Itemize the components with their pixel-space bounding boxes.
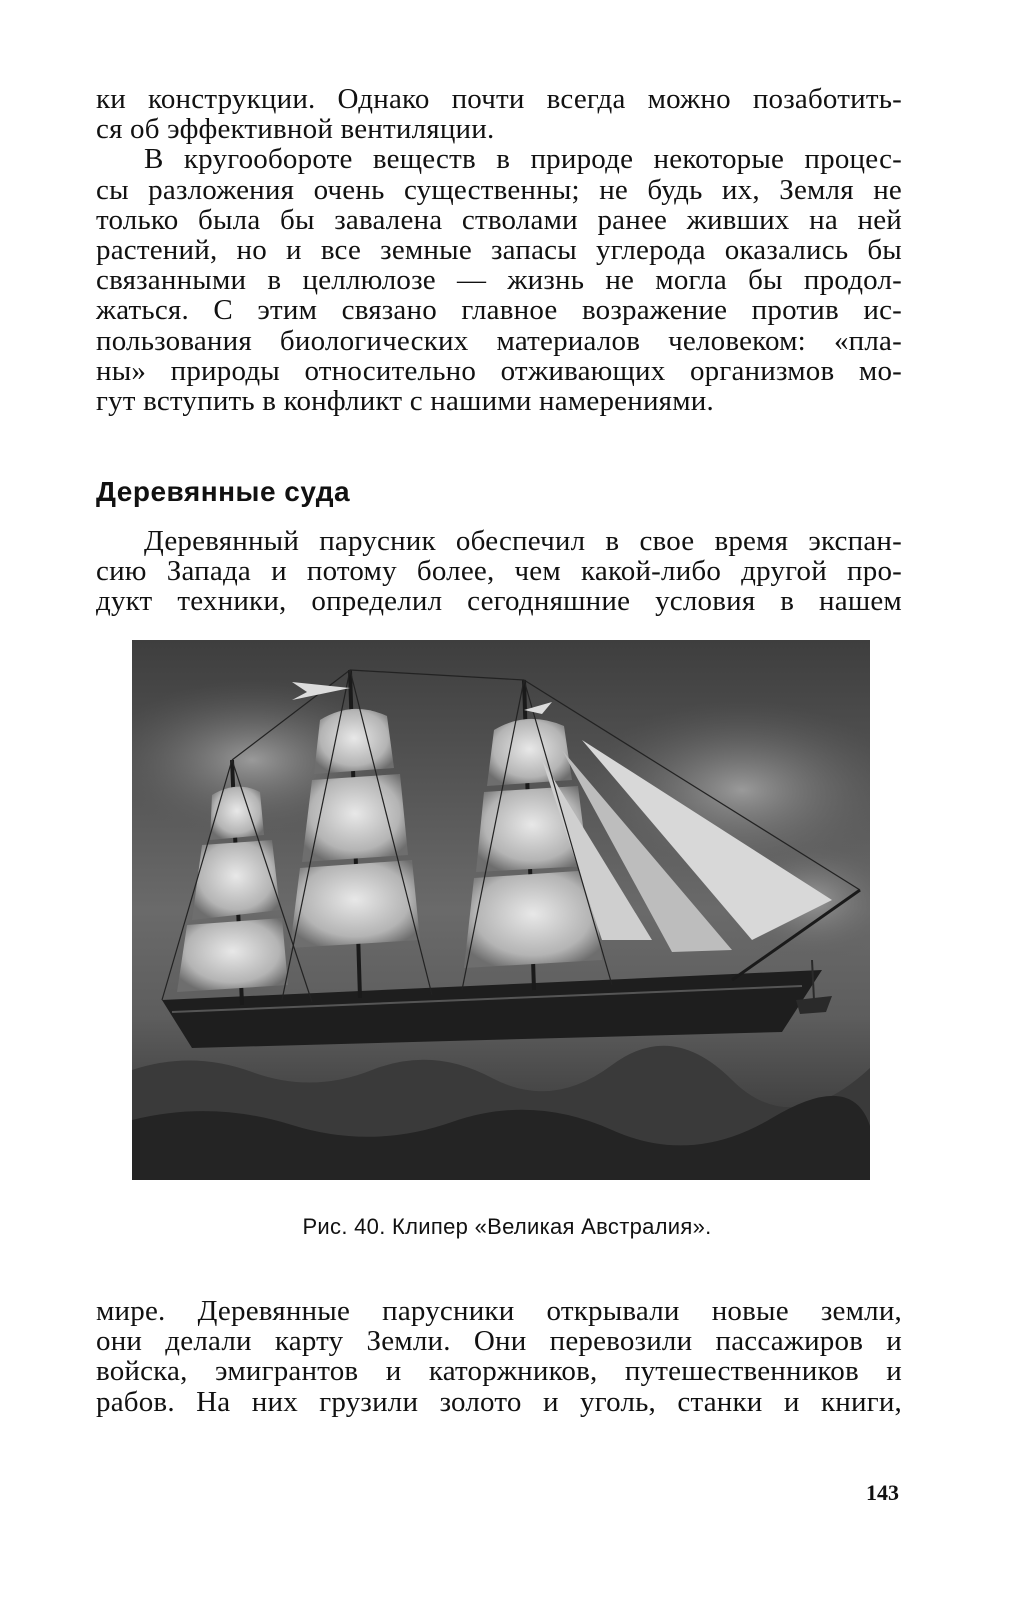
text-line: гут вступить в конфликт с нашими намерениями. — [96, 385, 714, 418]
section-heading: Деревянные суда — [96, 476, 351, 507]
page-number: 143 — [866, 1480, 899, 1505]
figure-caption: Рис. 40. Клипер «Великая Австралия». — [302, 1214, 712, 1239]
text-line: жаться. С этим связано главное возражение против ис- — [96, 294, 902, 327]
text-line: рабов. На них грузили золото и уголь, станки и книги, — [96, 1385, 902, 1418]
text-line: В кругообороте веществ в природе некоторые процес- — [144, 143, 902, 176]
paragraph-sailing — [96, 526, 902, 617]
text-line: связанными в целлюлозе — жизнь не могла бы продол- — [96, 264, 902, 297]
text-line: ны» природы относительно отживающих организмов мо- — [96, 354, 902, 387]
text-line: ся об эффективной вентиляции. — [96, 113, 495, 146]
text-line: мире. Деревянные парусники открывали новые земли, — [96, 1295, 902, 1327]
text-line: пользования биологических материалов человеком: «пла- — [96, 324, 902, 357]
text-line: они делали карту Земли. Они перевозили пассажиров и — [96, 1325, 902, 1358]
text-line: войска, эмигрантов и каторжников, путешественников и — [96, 1355, 902, 1388]
paragraph-intro — [96, 84, 902, 416]
clipper-ship-illustration — [132, 640, 870, 1180]
paragraph-cycle — [96, 144, 902, 416]
paragraph-voyages-text — [96, 1296, 902, 1417]
text-line: дукт техники, определил сегодняшние условия в нашем — [96, 585, 902, 618]
paragraph-intro-text — [96, 84, 902, 144]
text-line: ки конструкции. Однако почти всегда можно позаботить- — [96, 83, 902, 115]
paragraph-voyages — [96, 1296, 902, 1417]
text-line: только была бы завалена стволами ранее живших на ней — [96, 203, 902, 236]
text-line: растений, но и все земные запасы углерода оказались бы — [96, 234, 902, 267]
text-line: сы разложения очень существенны; не будь их, Земля не — [96, 173, 902, 206]
paragraph-sailing-text — [96, 526, 902, 617]
ship-image-icon — [132, 640, 870, 1180]
text-line: сию Запада и потому более, чем какой-либо другой про- — [96, 555, 902, 588]
text-line: Деревянный парусник обеспечил в свое время экспан- — [144, 525, 902, 557]
